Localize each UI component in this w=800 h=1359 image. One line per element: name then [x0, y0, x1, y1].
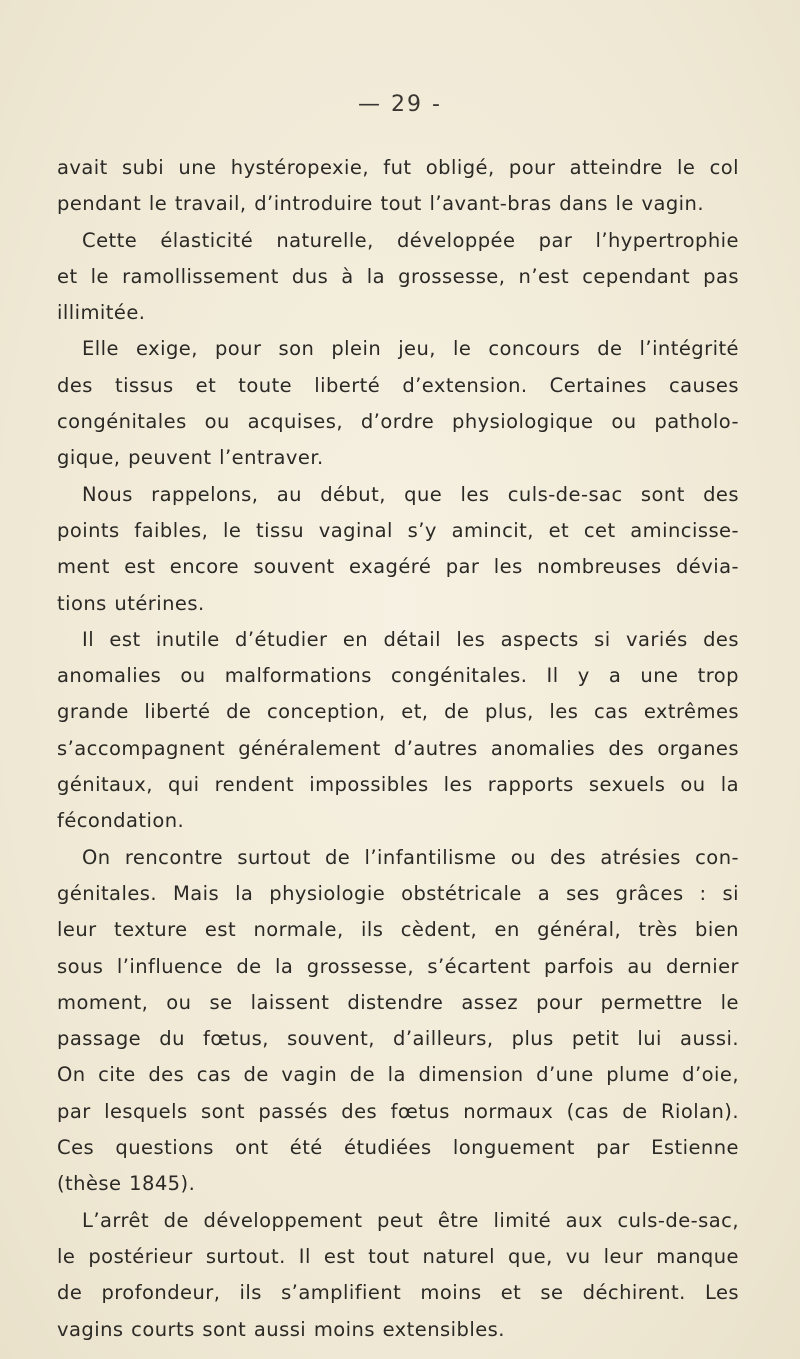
text-line: génitales. Mais la physiologie obstétricale a ses grâces : si [57, 881, 739, 905]
text-line: de profondeur, ils s’amplifient moins et se déchirent. Les [57, 1281, 739, 1305]
text-line: anomalies ou malformations congénitales. Il y a une trop [57, 664, 739, 688]
text-line: gique, peuvent l’entraver. [57, 446, 324, 470]
text-line: On rencontre surtout de l’infantilisme ou des atrésies con- [82, 845, 739, 869]
text-line: points faibles, le tissu vaginal s’y amincit, et cet amincisse- [57, 518, 739, 542]
text-line: le postérieur surtout. Il est tout naturel que, vu leur manque [57, 1244, 739, 1268]
text-line: fécondation. [57, 809, 185, 833]
text-line: congénitales ou acquises, d’ordre physiologique ou patholo- [57, 410, 739, 434]
text-line: pendant le travail, d’introduire tout l’avant-bras dans le vagin. [57, 192, 704, 216]
paragraph [57, 477, 739, 622]
text-line: L’arrêt de développement peut être limité aux culs-de-sac, [82, 1208, 739, 1232]
text-line: grande liberté de conception, et, de plus, les cas extrêmes [57, 700, 739, 724]
text-line: et le ramollissement dus à la grossesse, n’est cependant pas [57, 264, 739, 288]
text-line: Elle exige, pour son plein jeu, le concours de l’intégrité [82, 337, 739, 361]
paragraph [57, 331, 739, 476]
text-line: vagins courts sont aussi moins extensibles. [57, 1317, 505, 1341]
text-line: sous l’influence de la grossesse, s’écartent parfois au dernier [57, 954, 739, 978]
text-line: passage du fœtus, souvent, d’ailleurs, plus petit lui aussi. [57, 1027, 739, 1051]
paragraph [57, 223, 739, 332]
text-line: s’accompagnent généralement d’autres anomalies des organes [57, 736, 739, 760]
text-line: (thèse 1845). [57, 1172, 196, 1196]
text-line: leur texture est normale, ils cèdent, en général, très bien [57, 918, 739, 942]
paragraph [57, 840, 739, 1203]
text-line: ment est encore souvent exagéré par les nombreuses dévia- [57, 555, 739, 579]
text-line: Il est inutile d’étudier en détail les aspects si variés des [82, 627, 739, 651]
text-line: Cette élasticité naturelle, développée par l’hypertrophie [82, 228, 739, 252]
text-line: illimitée. [57, 301, 146, 325]
text-line: avait subi une hystéropexie, fut obligé, pour atteindre le col [57, 156, 739, 179]
paragraph [57, 622, 739, 840]
text-line: moment, ou se laissent distendre assez pour permettre le [57, 990, 739, 1014]
text-line: des tissus et toute liberté d’extension. Certaines causes [57, 373, 739, 397]
body-text [57, 150, 739, 1348]
paragraph [57, 1203, 739, 1348]
text-line: On cite des cas de vagin de la dimension d’une plume d’oie, [57, 1063, 739, 1087]
text-line: Nous rappelons, au début, que les culs-de-sac sont des [82, 482, 739, 506]
text-line: tions utérines. [57, 591, 205, 615]
text-line: Ces questions ont été étudiées longuement par Estienne [57, 1136, 739, 1160]
paragraph [57, 150, 739, 223]
page-number: — 29 - [358, 92, 442, 117]
text-line: génitaux, qui rendent impossibles les rapports sexuels ou la [57, 773, 739, 797]
text-line: par lesquels sont passés des fœtus normaux (cas de Riolan). [57, 1099, 739, 1123]
